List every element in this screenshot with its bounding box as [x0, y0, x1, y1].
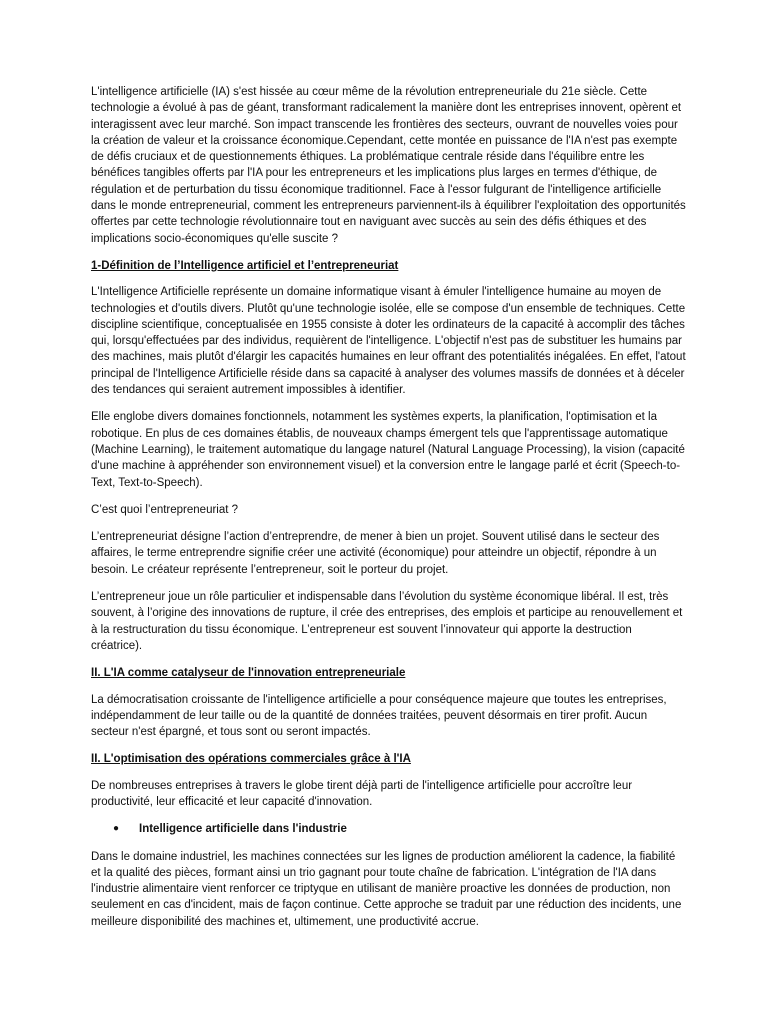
bullet-item-industrie: [91, 821, 686, 837]
section-2-heading: II. L'IA comme catalyseur de l'innovation entrepreneuriale: [91, 667, 406, 680]
intro-paragraph: L'intelligence artificielle (IA) s'est hissée au cœur même de la révolution entrepreneuriale du 21e siècle. Cette technologie a évolué à pas de géant, transformant radicalement la manière dont les entreprises innovent, opèrent et interagissent avec leur marché. Son impact transcende les frontières des secteurs, ouvrant de nouvelles voies pour la création de valeur et la croissance économique.Cependant, cette montée en puissance de l'IA n'est pas exempte de défis cruciaux et de questionnements éthiques. La problématique centrale réside dans l'équilibre entre les bénéfices tangibles offerts par l'IA pour les entrepreneurs et les implications plus larges en termes d'éthique, de régulation et de perturbation du tissu économique traditionnel. Face à l'essor fulgurant de l'intelligence artificielle dans le monde entrepreneurial, comment les entrepreneurs parviennent-ils à équilibrer l'exploitation des opportunités offertes par cette technologie révolutionnaire tout en naviguant avec succès au sein des défis éthiques et des implications socio-économiques qu'elle suscite ?: [91, 86, 686, 245]
section-1-paragraph-1: L'Intelligence Artificielle représente un domaine informatique visant à émuler l'intelligence humaine au moyen de technologies et d'outils divers. Plutôt qu'une technologie isolée, elle se compose d'un ensemble de techniques. Cette discipline scientifique, conceptualisée en 1955 consiste à doter les ordinateurs de la capacité à accomplir des tâches qui, lorsqu'effectuées par des individus, requièrent de l'intelligence. L'objectif n'est pas de substituer les humains par des machines, mais plutôt d'élargir les capacités humaines en leur offrant des potentialités inégalées. En effet, l'atout principal de l'Intelligence Artificielle réside dans sa capacité à analyser des volumes massifs de données et à déceler des tendances qui seraient autrement impossibles à identifier.: [91, 286, 686, 397]
section-1-paragraph-4: L’entrepreneuriat désigne l’action d’entreprendre, de mener à bien un projet. Souvent utilisé dans le secteur des affaires, le terme entreprendre signifie créer une activité (économique) pour atteindre un objectif, répondre à un besoin. Le créateur représente l’entrepreneur, soit le porteur du projet.: [91, 531, 660, 576]
entrepreneuriat-question: C’est quoi l’entrepreneuriat ?: [91, 503, 239, 516]
section-3-paragraph-1: De nombreuses entreprises à travers le globe tirent déjà parti de l'intelligence artificielle pour accroître leur productivité, leur efficacité et leur capacité d'innovation.: [91, 779, 633, 808]
section-1-paragraph-5: L’entrepreneur joue un rôle particulier et indispensable dans l’évolution du système économique libéral. Il est, très souvent, à l’origine des innovations de rupture, il crée des entreprises, des emplois et participe au renouvellement et à la restructuration du tissu économique. L’entrepreneur est souvent l’innovateur qui apporte la destruction créatrice).: [91, 591, 683, 652]
section-1-paragraph-2: Elle englobe divers domaines fonctionnels, notamment les systèmes experts, la planification, l'optimisation et la robotique. En plus de ces domaines établis, de nouveaux champs émergent tels que l'apprentissage automatique (Machine Learning), le traitement automatique du langage naturel (Natural Language Processing), la vision (capacité d'une machine à appréhender son environnement visuel) et la conversion entre le langage parlé et écrit (Speech-to-Text, Text-to-Speech).: [91, 411, 685, 489]
section-3-heading: II. L'optimisation des opérations commerciales grâce à l'IA: [91, 753, 411, 766]
section-2-paragraph-1: La démocratisation croissante de l'intelligence artificielle a pour conséquence majeure que toutes les entreprises, indépendamment de leur taille ou de la quantité de données traitées, peuvent désormais en tirer profit. Aucun secteur n'est épargné, et tous sont ou seront impactés.: [91, 693, 667, 739]
section-1-heading: 1-Définition de l’Intelligence artificiel et l’entrepreneuriat: [91, 259, 399, 272]
bullet-label: Intelligence artificielle dans l'industrie: [139, 823, 347, 836]
section-3-paragraph-2: Dans le domaine industriel, les machines connectées sur les lignes de production améliorent la cadence, la fiabilité et la qualité des pièces, formant ainsi un trio gagnant pour toute chaîne de fabrication. L'intégration de l'IA dans l'industrie alimentaire vient renforcer ce triptyque en utilisant de manière proactive les données de production, non seulement en cas d'incident, mais de façon continue. Cette approche se traduit par une réduction des incidents, une meilleure disponibilité des machines et, ultimement, une productivité accrue.: [91, 850, 682, 928]
bullet-dot-icon: ●: [113, 823, 120, 835]
